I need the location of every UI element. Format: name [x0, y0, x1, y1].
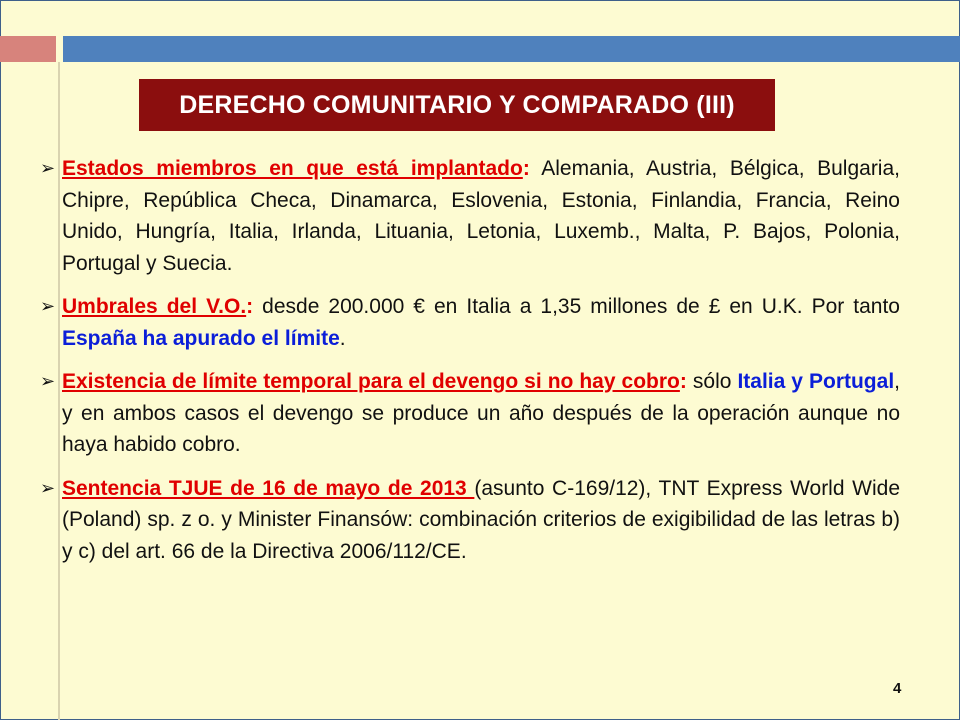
arrow-bullet-icon: ➢: [40, 371, 56, 391]
slide-title: DERECHO COMUNITARIO Y COMPARADO (III): [139, 79, 775, 131]
header-bar: [63, 36, 960, 62]
item-end: .: [339, 326, 346, 350]
list-item: [40, 153, 900, 279]
page-number: 4: [893, 680, 902, 697]
list-item: [40, 473, 900, 568]
item-body: (asunto C-169/12), TNT Express World Wide (Poland) sp. z o. y Minister Finansów: combinación criterios de exigibilidad de las letras b) y c) del art. 66 de la Directiva 2006/112/CE.: [62, 476, 900, 563]
item-body: , y en ambos casos el devengo se produce un año después de la operación aunque no haya habido cobro.: [62, 370, 900, 456]
arrow-bullet-icon: ➢: [40, 296, 56, 316]
item-heading: Sentencia TJUE de 16 de mayo de 2013: [62, 476, 475, 500]
item-highlight: Italia y Portugal: [737, 370, 895, 393]
item-highlight: España ha apurado el límite: [62, 326, 340, 350]
arrow-bullet-icon: ➢: [40, 158, 56, 178]
item-body-pre: sólo: [686, 370, 738, 393]
item-body: desde 200.000 € en Italia a 1,35 millones de £ en U.K. Por tanto: [253, 295, 900, 318]
bullet-list: [40, 153, 900, 579]
header-bar-accent: [0, 36, 56, 62]
arrow-bullet-icon: ➢: [40, 477, 56, 498]
item-heading: Existencia de límite temporal para el devengo si no hay cobro: [62, 370, 680, 393]
item-body: Alemania, Austria, Bélgica, Bulgaria, Chipre, República Checa, Dinamarca, Eslovenia, Estonia, Finlandia, Francia, Reino Unido, Hungría, Italia, Irlanda, Lituania, Letonia, Luxemb., Malta, P. Bajos, Polonia, Portugal y Suecia.: [62, 157, 900, 275]
list-item: [40, 366, 900, 461]
item-colon: :: [522, 157, 530, 180]
list-item: [40, 291, 900, 354]
item-colon: :: [679, 370, 687, 393]
item-colon: :: [246, 295, 254, 318]
item-heading: Umbrales del V.O.: [62, 295, 247, 318]
item-heading: Estados miembros en que está implantado: [62, 157, 523, 180]
